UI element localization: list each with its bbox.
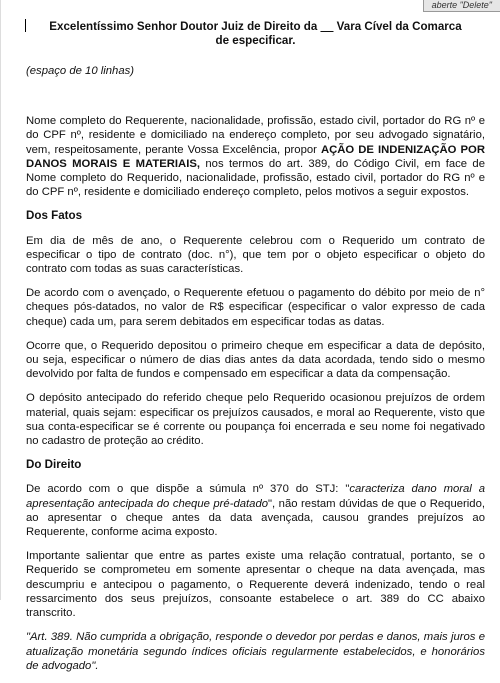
delete-hint-tab: aberte "Delete"	[423, 0, 500, 12]
article-quote: "Art. 389. Não cumprida a obrigação, responde o devedor por perdas e danos, mais juros e atualização monetária segundo índices oficiais regularmente estabelecidos, e honorários de advogado".	[26, 631, 485, 672]
title-blank: __	[320, 20, 334, 33]
facts-paragraph: O depósito antecipado do referido cheque pelo Requerido ocasionou prejuízos de ordem material, quais sejam: especificar os prejuízos causados, e moral ao Requerente, visto que sua conta-especificar se é corrente ou poupança foi encerrada e seu nome foi negativado no cadastro de proteção ao crédito.	[26, 392, 485, 448]
law-text-1: De acordo com o que dispõe a súmula nº 370 do STJ: "	[26, 483, 350, 496]
facts-paragraph: Ocorre que, o Requerido depositou o primeiro cheque em especificar a data de depósito, ou seja, especificar o número de dias dias antes da data acordada, tendo sido o mesmo devolvido por falta de fundos e compensado em especificar a data da compensação.	[26, 339, 485, 381]
document-body[interactable]	[26, 14, 485, 683]
law-text-2: ", não restam dúvidas de que o Requerido, ao apresentar o cheque antes da data avençada, causou grandes prejuízos ao Requerente, conforme acima exposto.	[26, 497, 485, 539]
intro-text-2: nos termos do art. 389, do Código Civil, em face de Nome completo do Requerido, nacionalidade, profissão, estado civil, portador do RG nº e do CPF nº, residente e domiciliado endereço completo, pelos motivos a seguir expostos.	[26, 157, 486, 199]
title-line2: de especificar.	[215, 34, 296, 47]
action-name: AÇÃO DE INDENIZAÇÃO POR DANOS MORAIS E MATERIAIS,	[26, 143, 485, 170]
facts-paragraph: Em dia de mês de ano, o Requerente celebrou com o Requerido um contrato de especificar o tipo de contrato (doc. n°), que tem por o objeto especificar o objeto do contrato com todas as suas características.	[26, 234, 485, 276]
petition-title	[26, 20, 485, 48]
section-heading-law: Do Direito	[26, 458, 82, 472]
intro-text-1: Nome completo do Requerente, nacionalidade, profissão, estado civil, portador do RG nº e do CPF nº, residente e domiciliado na endereço completo, por seu advogado signatário, vem, respeitosamente, perante Vossa Excelência, propor	[26, 115, 485, 156]
sumula-quote: caracteriza dano moral a apresentação antecipada do cheque pré-datado	[26, 483, 486, 510]
title-line1-suffix: Vara Cível da Comarca	[336, 20, 462, 33]
intro-paragraph	[26, 114, 485, 199]
law-paragraph: Importante salientar que entre as partes existe uma relação contratual, portanto, se o Requerido se comprometeu em somente apresentar o cheque na data avençada, mas descumpriu e antecipou o pagamento, o Requerente deverá indenizado, tendo o real ressarcimento dos seus prejuízos, consoante estabelece o art. 389 do CC abaixo transcrito.	[26, 550, 485, 620]
facts-paragraph: De acordo com o avençado, o Requerente efetuou o pagamento do débito por meio de n° cheques pós-datados, no valor de R$ especificar (especificar o valor expresso de cada cheque) cada um, para serem debitados em especificar todas as datas.	[26, 287, 485, 328]
space-note: (espaço de 10 linhas)	[26, 65, 135, 77]
title-line1-prefix: Excelentíssimo Senhor Doutor Juiz de Direito da	[49, 20, 318, 33]
law-paragraph	[26, 482, 485, 539]
section-heading-facts: Dos Fatos	[26, 209, 83, 223]
